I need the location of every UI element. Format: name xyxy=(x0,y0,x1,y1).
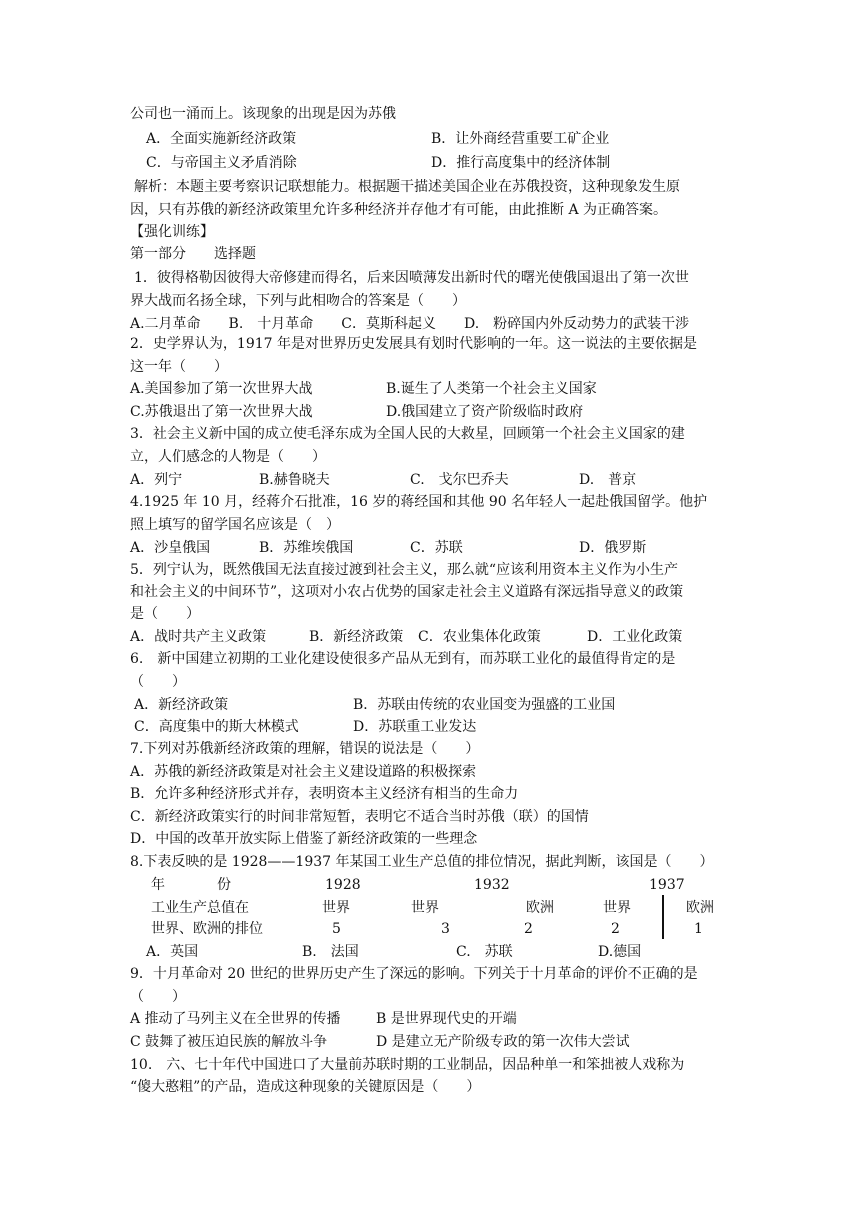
option-b: B.诞生了人类第一个社会主义国家 xyxy=(386,381,597,397)
option-c: C. 苏联 xyxy=(456,944,513,960)
table-row-label: 工业生产总值在 xyxy=(151,900,249,916)
option-d: D．苏联重工业发达 xyxy=(353,719,477,735)
option-a: A.美国参加了第一次世界大战 xyxy=(130,381,313,397)
option-d: D．俄罗斯 xyxy=(579,540,647,556)
analysis-line: 因，只有苏俄的新经济政策里允许多种经济并存他才有可能，由此推断 A 为正确答案。 xyxy=(130,202,668,218)
option-c: C 鼓舞了被压迫民族的解放斗争 xyxy=(130,1034,328,1050)
question-5-cont: 是（ ） xyxy=(130,606,200,622)
table-year-1928: 1928 xyxy=(325,877,361,893)
option-b: B 是世界现代史的开端 xyxy=(376,1011,517,1027)
option-a: A．战时共产主义政策 xyxy=(130,629,267,645)
table-cell: 世界 xyxy=(411,900,439,916)
question-4-cont: 照上填写的留学国名应该是（ ） xyxy=(130,517,340,533)
analysis-line: 解析：本题主要考察识记联想能力。根据题干描述美国企业在苏俄投资，这种现象发生原 xyxy=(134,179,680,195)
table-row-label: 世界、欧洲的排位 xyxy=(151,921,263,937)
table-cell: 2 xyxy=(611,921,620,937)
option-a: A．沙皇俄国 xyxy=(130,540,211,556)
option-c: C．苏联 xyxy=(410,540,463,556)
option-a: A．列宁 xyxy=(130,472,183,488)
option-c: C．与帝国主义矛盾消除 xyxy=(146,155,297,171)
option-d: D. 普京 xyxy=(579,472,637,488)
table-cell: 世界 xyxy=(322,900,350,916)
question-2: 2．史学界认为，1917 年是对世界历史发展具有划时代影响的一年。这一说法的主要依据是 xyxy=(130,336,697,352)
question-3-cont: 立，人们感念的人物是（ ） xyxy=(130,449,326,465)
option-a: A．英国 xyxy=(146,944,199,960)
question-10-cont: “傻大憨粗”的产品，造成这种现象的关键原因是（ ） xyxy=(130,1079,481,1095)
option-d: D 是建立无产阶级专政的第一次伟大尝试 xyxy=(376,1034,630,1050)
question-5-cont: 和社会主义的中间环节”，这项对小农占优势的国家走社会主义道路有深远指导意义的政策 xyxy=(130,584,684,600)
table-header-year: 份 xyxy=(217,877,231,893)
option-c: C. 戈尔巴乔夫 xyxy=(410,472,509,488)
question-6: 6. 新中国建立初期的工业化建设使很多产品从无到有，而苏联工业化的最值得肯定的是 xyxy=(130,651,676,667)
table-divider xyxy=(662,895,664,939)
option-c: C．新经济政策实行的时间非常短暂，表明它不适合当时苏俄（联）的国情 xyxy=(130,809,589,825)
option-a: A．全面实施新经济政策 xyxy=(146,131,297,147)
table-cell: 世界 xyxy=(603,900,631,916)
option-c: C.苏俄退出了第一次世界大战 xyxy=(130,404,313,420)
option-d: D．中国的改革开放实际上借鉴了新经济政策的一些理念 xyxy=(130,831,478,847)
section-title: 【强化训练】 xyxy=(130,224,214,240)
question-6-cont: （ ） xyxy=(130,674,186,690)
option-d: D．工业化政策 xyxy=(587,629,683,645)
table-cell: 欧洲 xyxy=(526,900,554,916)
question-stem: 公司也一涌而上。该现象的出现是因为苏俄 xyxy=(130,106,396,122)
question-1: 1．彼得格勒因彼得大帝修建而得名，后来因喷薄发出新时代的曙光使俄国退出了第一次世 xyxy=(134,270,689,286)
option-b: B．新经济政策 xyxy=(309,629,404,645)
table-cell: 1 xyxy=(694,921,703,937)
table-cell: 欧洲 xyxy=(686,900,714,916)
question-9-cont: （ ） xyxy=(130,989,186,1005)
option-a: A．苏俄的新经济政策是对社会主义建设道路的积极探索 xyxy=(130,764,477,780)
option-b: B．苏维埃俄国 xyxy=(259,540,354,556)
table-year-1937: 1937 xyxy=(649,877,685,893)
question-5: 5．列宁认为，既然俄国无法直接过渡到社会主义，那么就“应该利用资本主义作为小生产 xyxy=(130,562,679,578)
option-b: B．允许多种经济形式并存，表明资本主义经济有相当的生命力 xyxy=(130,786,519,802)
option-b: B.赫鲁晓夫 xyxy=(259,472,330,488)
table-cell: 2 xyxy=(524,921,533,937)
option-c: C．高度集中的斯大林模式 xyxy=(134,719,299,735)
part-title: 第一部分 选择题 xyxy=(130,246,256,262)
question-9: 9．十月革命对 20 世纪的世界历史产生了深远的影响。下列关于十月革命的评价不正确的是 xyxy=(130,966,698,982)
question-7: 7.下列对苏俄新经济政策的理解，错误的说法是（ ） xyxy=(130,741,480,757)
question-4: 4.1925 年 10 月，经蒋介石批准，16 岁的蒋经国和其他 90 名年轻人一起赴俄国留学。他护 xyxy=(130,494,708,510)
option-c: C．农业集体化政策 xyxy=(418,629,541,645)
option-b: B．让外商经营重要工矿企业 xyxy=(431,131,610,147)
option-a: A 推动了马列主义在全世界的传播 xyxy=(130,1011,341,1027)
option-b: B. 法国 xyxy=(302,944,359,960)
option-d: D．推行高度集中的经济体制 xyxy=(431,155,611,171)
question-1-cont: 界大战而名扬全球，下列与此相吻合的答案是（ ） xyxy=(130,293,466,309)
option-d: D.俄国建立了资产阶级临时政府 xyxy=(386,404,584,420)
question-2-cont: 这一年（ ） xyxy=(130,359,228,375)
option-a: A．新经济政策 xyxy=(134,697,229,713)
question-10: 10. 六、七十年代中国进口了大量前苏联时期的工业制品，因品种单一和笨拙被人戏称为 xyxy=(130,1057,685,1073)
option-d: D.德国 xyxy=(598,944,642,960)
table-header-year: 年 xyxy=(151,877,165,893)
table-year-1932: 1932 xyxy=(474,877,510,893)
option-b: B．苏联由传统的农业国变为强盛的工业国 xyxy=(353,697,616,713)
question-3: 3．社会主义新中国的成立使毛泽东成为全国人民的大救星，回顾第一个社会主义国家的建 xyxy=(130,426,685,442)
table-cell: 3 xyxy=(441,921,450,937)
table-cell: 5 xyxy=(332,921,341,937)
question-1-options: A.二月革命 B. 十月革命 C．莫斯科起义 D. 粉碎国内外反动势力的武装干涉 xyxy=(130,316,690,332)
question-8: 8.下表反映的是 1928——1937 年某国工业生产总值的排位情况，据此判断，该国是（ ） xyxy=(130,854,714,870)
